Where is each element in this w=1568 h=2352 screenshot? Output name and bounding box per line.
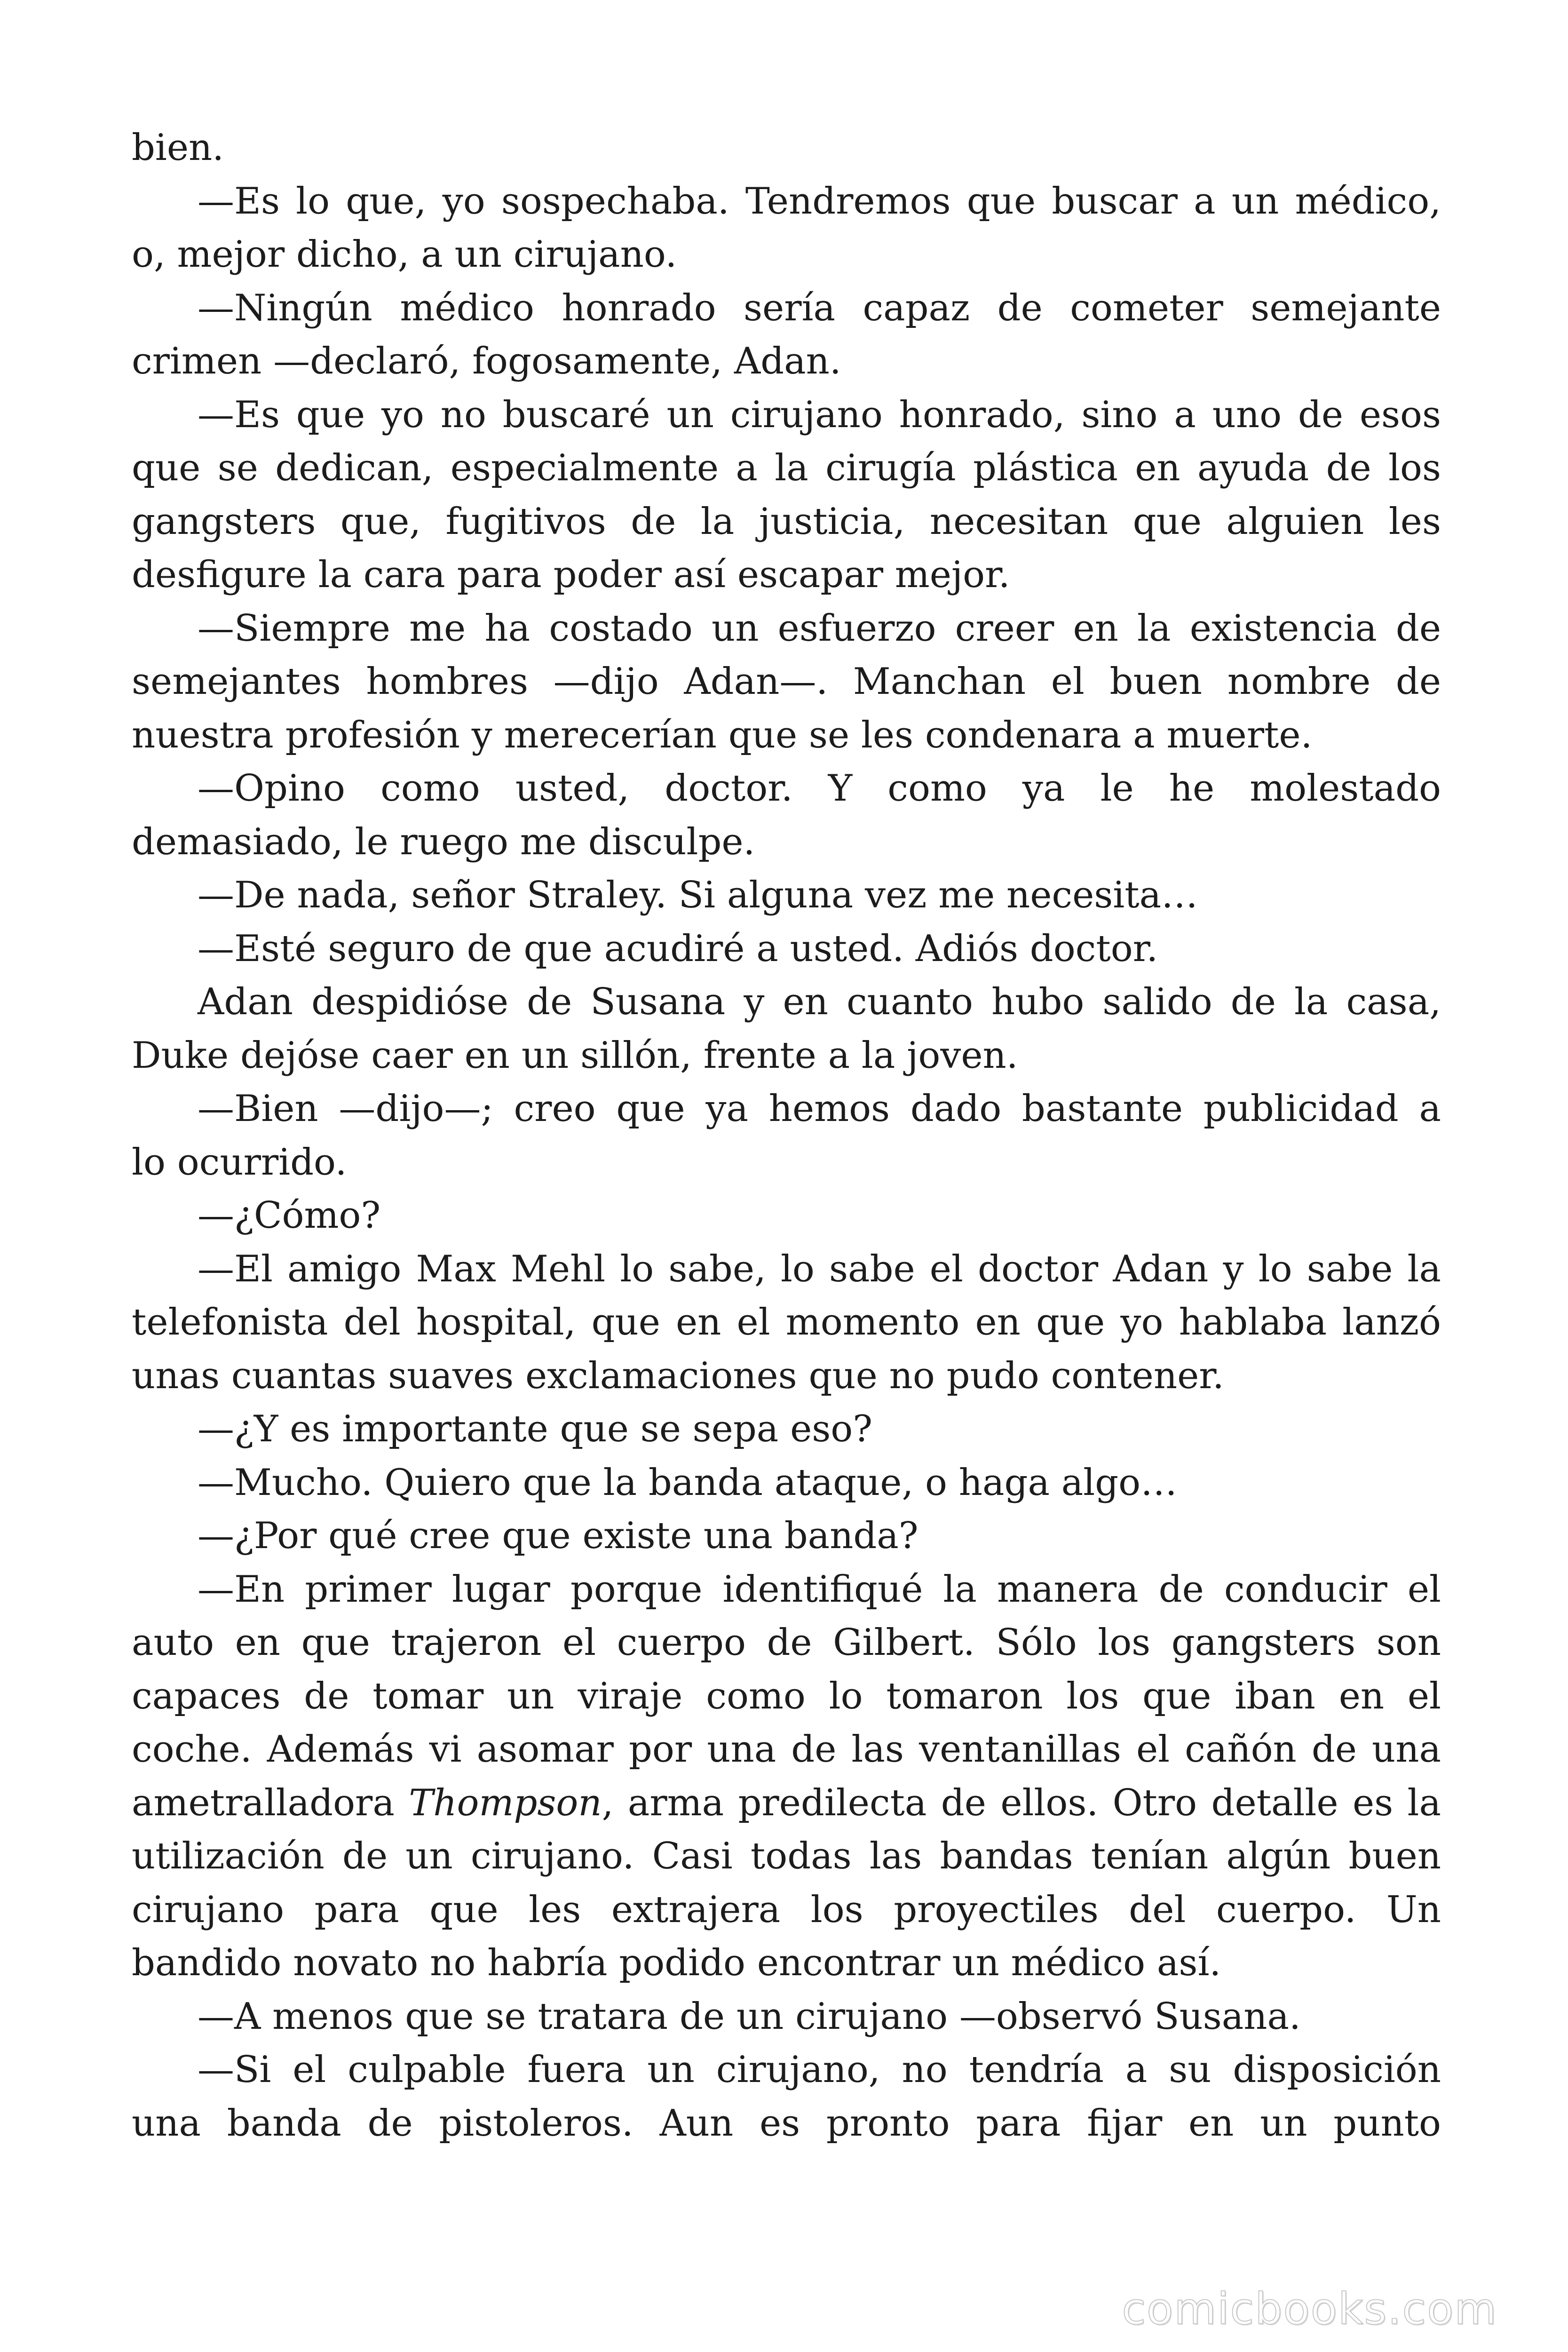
text-line: ametralladora Thompson, arma predilecta de ellos. Otro detalle es la	[132, 1781, 1441, 1824]
text-line: lo ocurrido.	[132, 1141, 347, 1184]
text-line: Duke dejóse caer en un sillón, frente a la joven.	[132, 1034, 1018, 1077]
text-line: —De nada, señor Straley. Si alguna vez me necesita…	[198, 874, 1198, 916]
text-line: —Ningún médico honrado sería capaz de cometer semejante	[198, 286, 1441, 329]
text-line: —Si el culpable fuera un cirujano, no tendría a su disposición	[198, 2049, 1441, 2091]
book-page-text	[132, 121, 1441, 2150]
text-line: coche. Además vi asomar por una de las ventanillas el cañón de una	[132, 1728, 1441, 1771]
text-line: —En primer lugar porque identifiqué la manera de conducir el	[198, 1568, 1441, 1611]
text-line: —El amigo Max Mehl lo sabe, lo sabe el doctor Adan y lo sabe la	[198, 1248, 1441, 1290]
text-line: —¿Y es importante que se sepa eso?	[198, 1408, 873, 1450]
text-line: —Opino como usted, doctor. Y como ya le he molestado	[198, 767, 1441, 810]
text-line: —Es lo que, yo sospechaba. Tendremos que buscar a un médico,	[198, 180, 1441, 222]
text-line: Adan despidióse de Susana y en cuanto hubo salido de la casa,	[198, 981, 1441, 1023]
text-line: —Bien —dijo—; creo que ya hemos dado bastante publicidad a	[198, 1088, 1441, 1130]
text-line: crimen —declaró, fogosamente, Adan.	[132, 340, 841, 382]
text-line: capaces de tomar un viraje como lo tomaron los que iban en el	[132, 1675, 1441, 1717]
text-line: —Esté seguro de que acudiré a usted. Adiós doctor.	[198, 927, 1158, 970]
watermark: comicbooks.com	[1122, 2284, 1497, 2334]
text-line: bien.	[132, 127, 224, 169]
text-line: bandido novato no habría podido encontrar un médico así.	[132, 1942, 1221, 1984]
text-line: cirujano para que les extrajera los proyectiles del cuerpo. Un	[132, 1888, 1441, 1931]
text-line: —A menos que se tratara de un cirujano —observó Susana.	[198, 1995, 1301, 2038]
italic-term: Thompson	[409, 1781, 602, 1824]
text-line: una banda de pistoleros. Aun es pronto para fijar en un punto	[132, 2102, 1441, 2145]
text-line: —¿Cómo?	[198, 1194, 381, 1237]
text-line: desfigure la cara para poder así escapar mejor.	[132, 554, 1010, 596]
text-line: —Siempre me ha costado un esfuerzo creer en la existencia de	[198, 607, 1441, 650]
text-line: telefonista del hospital, que en el momento en que yo hablaba lanzó	[132, 1301, 1441, 1343]
text-line: utilización de un cirujano. Casi todas las bandas tenían algún buen	[132, 1835, 1441, 1877]
text-line: que se dedican, especialmente a la cirugía plástica en ayuda de los	[132, 447, 1441, 489]
text-line: auto en que trajeron el cuerpo de Gilbert. Sólo los gangsters son	[132, 1621, 1441, 1664]
text-line: —¿Por qué cree que existe una banda?	[198, 1515, 919, 1557]
text-line: gangsters que, fugitivos de la justicia, necesitan que alguien les	[132, 500, 1441, 543]
text-line: demasiado, le ruego me disculpe.	[132, 820, 755, 863]
text-line: semejantes hombres —dijo Adan—. Manchan el buen nombre de	[132, 660, 1441, 703]
text-line: —Es que yo no buscaré un cirujano honrado, sino a uno de esos	[198, 393, 1441, 436]
text-line: —Mucho. Quiero que la banda ataque, o haga algo…	[198, 1461, 1178, 1504]
text-line: nuestra profesión y merecerían que se les condenara a muerte.	[132, 714, 1313, 756]
text-line: unas cuantas suaves exclamaciones que no pudo contener.	[132, 1354, 1224, 1397]
text-line: o, mejor dicho, a un cirujano.	[132, 233, 677, 276]
